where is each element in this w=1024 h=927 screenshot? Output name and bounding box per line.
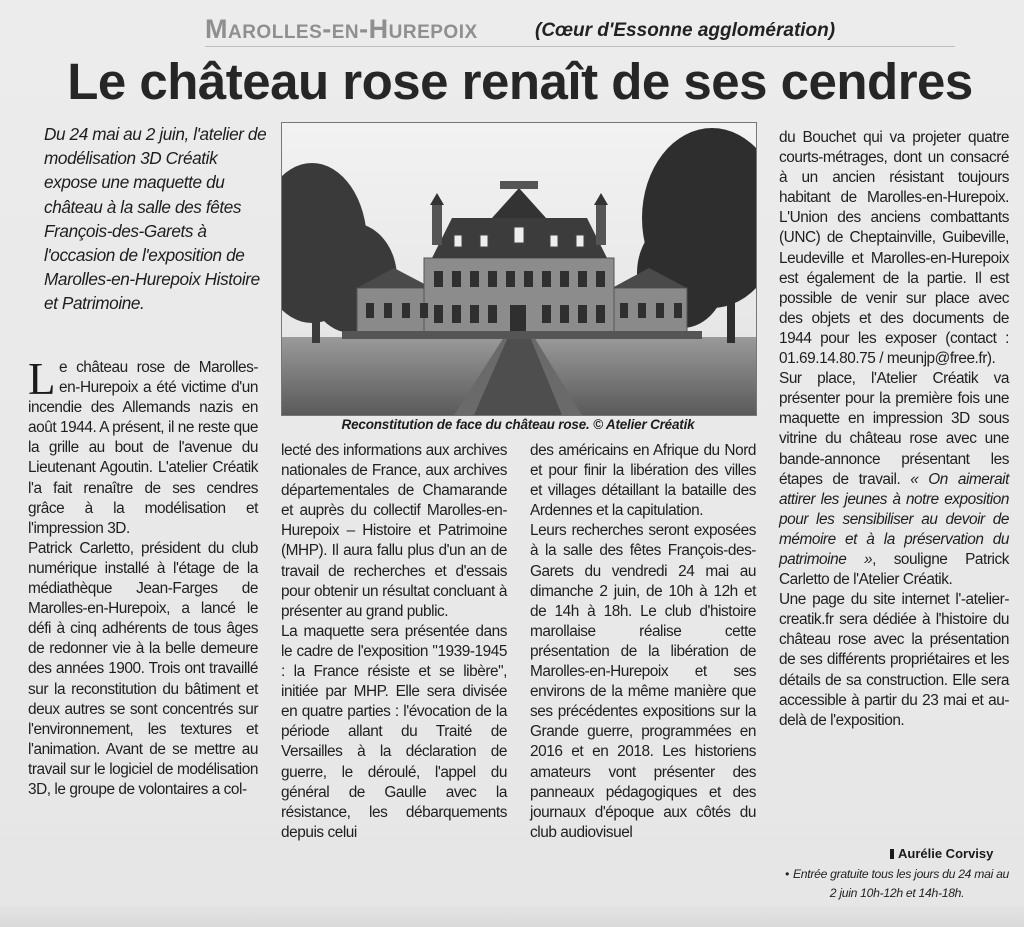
practical-info [782,865,1012,903]
article-column-1 [28,354,258,800]
paragraph [28,354,258,539]
bullet-icon: • [784,867,789,881]
paragraph: Patrick Carletto, président du club numérique installé à l'étage de la médiathèque Jean-Farges de Marolles-en-Hurepoix, a lancé le défi à cinq adhérents de tous âges de redonner vie à la belle demeure des années 1900. Trois ont travaillé sur la reconstitution du bâtiment et deux autres se sont concentrés sur l'environnement, les textures et l'animation. Avant de se mettre au travail sur le logiciel de modélisation 3D, le groupe de volontaires a col- [28,539,258,798]
paragraph: Leurs recherches seront exposées à la salle des fêtes François-des-Garets du vendredi 24 mai au dimanche 2 juin, de 10h à 12h et de 14h à 18h. Le club d'histoire marollaise réalise cette présentation de la libération de Marolles-en-Hurepoix et ses environs de la même manière que ses précédentes expositions sur la Grande guerre, programmées en 2016 et en 2018. Les historiens amateurs vont présenter des panneaux pédagogiques et des journaux d'époque aux côtés du club audiovisuel [530,522,756,841]
kicker-agglomeration: (Cœur d'Essonne agglomération) [535,20,836,41]
paragraph-text: , souligne Patrick Carletto de l'Atelier Créatik. [779,550,1009,589]
drop-cap: L [28,354,56,404]
photo-caption: Reconstitution de face du château rose. © Atelier Créatik [341,417,695,432]
article-column-3 [530,441,756,843]
article-headline: Le château rose renaît de ses cendres [67,53,973,110]
page-bottom-edge [0,905,1024,927]
paragraph: des américains en Afrique du Nord et pour finir la libération des villes et villages détaillant la bataille des Ardennes et la capitulation. [530,442,756,520]
kicker-place: Marolles-en-Hurepoix [205,14,478,44]
article-column-4 [779,128,1009,731]
paragraph-text: e château rose de Marolles-en-Hurepoix a été victime d'un incendie des Allemands nazis en août 1944. A présent, il ne reste que la grille au bout de l'avenue du Lieutenant Agoutin. L'atelier Créatik l'a fait renaître de ses cendres grâce à la modélisation et l'impression 3D. [28,359,258,537]
paragraph: Une page du site internet l'-atelier-creatik.fr sera dédiée à l'histoire du château rose avec la présentation de ses différents propriétaires et les détails de sa construction. Elle sera accessible à partir du 23 mai et au-delà de l'exposition. [779,591,1009,729]
article-lead: Du 24 mai au 2 juin, l'atelier de modélisation 3D Créatik expose une maquette du château à la salle des fêtes François-des-Garets à l'occasion de l'exposition de Marolles-en-Hurepoix Histoire et Patrimoine. [44,124,267,314]
author-byline: Aurélie Corvisy [890,846,993,861]
paragraph [779,369,1009,590]
chateau-photo [281,122,757,416]
paragraph: lecté des informations aux archives nationales de France, aux archives départementales de Chamarande et auprès du collectif Marolles-en-Hurepoix – Histoire et Patrimoine (MHP). Il aura fallu plus d'un an de travail de recherches et d'essais pour obtenir un résultat concluant à présenter au grand public. [281,442,507,620]
practical-info-text: Entrée gratuite tous les jours du 24 mai au 2 juin 10h-12h et 14h-18h. [792,867,1010,900]
article-column-2 [281,441,507,843]
paragraph: du Bouchet qui va projeter quatre courts-métrages, dont un consacré à un ancien résistant toujours habitant de Marolles-en-Hurepoix. L'Union des anciens combattants (UNC) de Cheptainville, Guibeville, Leudeville et Marolles-en-Hurepoix est également de la partie. Il est possible de venir sur place avec des objets et des documents de 1944 pour les exposer (contact : 01.69.14.80.75 / meunjp@free.fr). [779,129,1009,368]
section-kicker [205,14,955,47]
quote: « On aimerait attirer les jeunes à notre exposition pour les sensibiliser au devoir de mémoire et à la préservation du patrimoine » [779,470,1009,568]
paragraph-text: Sur place, l'Atelier Créatik va présenter pour la première fois une maquette en impression 3D sous vitrine du château rose avec une bande-annonce présentant les étapes de travail. [779,370,1009,488]
paragraph: La maquette sera présentée dans le cadre de l'exposition "1939-1945 : la France résiste et se libère", initiée par MHP. Elle sera divisée en quatre parties : l'évocation de la période allant du Traité de Versailles à la déclaration de guerre, le déroulé, l'appel du général de Gaulle avec la résistance, les débarquements depuis celui [281,622,507,841]
